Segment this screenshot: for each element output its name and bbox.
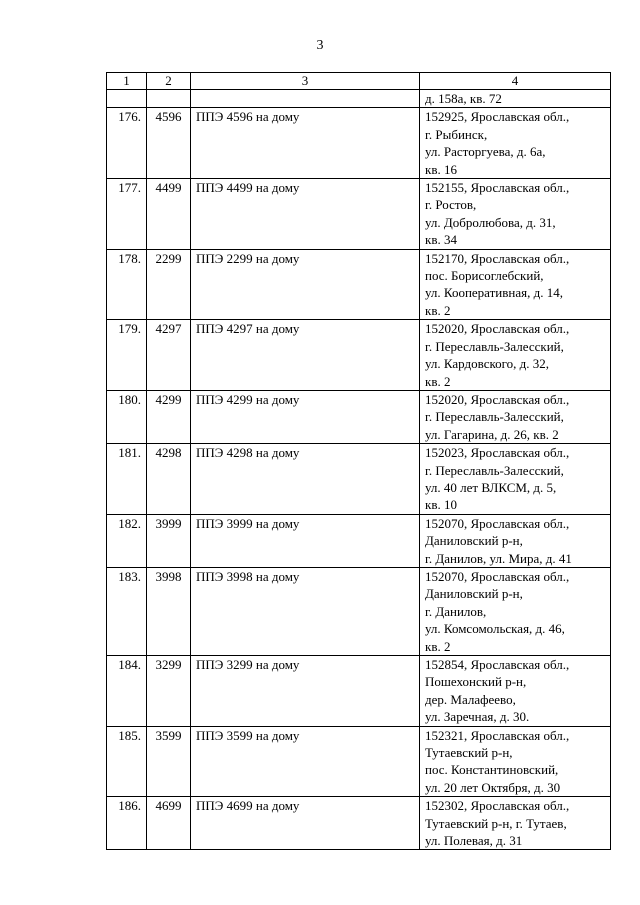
address-line: кв. 16 <box>425 161 457 177</box>
cell-name <box>191 90 420 108</box>
cell-num: 183. <box>107 567 147 655</box>
address-line: ул. Заречная, д. 30. <box>425 709 530 725</box>
address-line: Пошехонский р-н, <box>425 674 527 690</box>
table-row <box>107 108 611 179</box>
address-line: 152302, Ярославская обл., <box>425 798 570 814</box>
address-line: кв. 2 <box>425 373 451 389</box>
cell-code: 4298 <box>147 444 191 515</box>
cell-num: 177. <box>107 179 147 250</box>
cell-code: 4699 <box>147 797 191 850</box>
table-row <box>107 249 611 320</box>
cell-code: 4297 <box>147 320 191 391</box>
address-line: 152070, Ярославская обл., <box>425 568 570 584</box>
cell-num: 185. <box>107 726 147 797</box>
cell-name: ППЭ 4699 на дому <box>191 797 420 850</box>
header-col-4: 4 <box>420 73 611 90</box>
cell-name: ППЭ 4298 на дому <box>191 444 420 515</box>
exam-points-table <box>106 72 611 850</box>
address-line: г. Данилов, ул. Мира, д. 41 <box>425 550 572 566</box>
cell-code: 2299 <box>147 249 191 320</box>
table-row <box>107 797 611 850</box>
address-line: кв. 10 <box>425 497 457 513</box>
cell-code: 3999 <box>147 514 191 567</box>
cell-name: ППЭ 4297 на дому <box>191 320 420 391</box>
page-number: 3 <box>316 38 324 53</box>
continuation-row <box>107 90 611 108</box>
address-line: кв. 2 <box>425 638 451 654</box>
address-line: Тутаевский р-н, <box>425 745 513 761</box>
address-line: г. Переславль-Залесский, <box>425 409 564 425</box>
address-line: ул. Расторгуева, д. 6а, <box>425 144 546 160</box>
cell-code: 3599 <box>147 726 191 797</box>
address-line: ул. 40 лет ВЛКСМ, д. 5, <box>425 479 557 495</box>
address-line: ул. Полевая, д. 31 <box>425 833 523 849</box>
cell-code: 3998 <box>147 567 191 655</box>
cell-name: ППЭ 3998 на дому <box>191 567 420 655</box>
cell-num: 176. <box>107 108 147 179</box>
table-row <box>107 390 611 443</box>
cell-address <box>420 514 611 567</box>
cell-name: ППЭ 3299 на дому <box>191 656 420 727</box>
table-row <box>107 320 611 391</box>
cell-name: ППЭ 2299 на дому <box>191 249 420 320</box>
table-row <box>107 179 611 250</box>
address-line: дер. Малафеево, <box>425 691 516 707</box>
address-line: г. Ростов, <box>425 197 477 213</box>
cell-address <box>420 320 611 391</box>
address-line: пос. Борисоглебский, <box>425 268 544 284</box>
cell-code: 4299 <box>147 390 191 443</box>
address-line: кв. 2 <box>425 302 451 318</box>
address-line: 152020, Ярославская обл., <box>425 391 570 407</box>
cell-address <box>420 179 611 250</box>
cell-address <box>420 726 611 797</box>
address-line: кв. 34 <box>425 232 457 248</box>
cell-num: 186. <box>107 797 147 850</box>
table-row <box>107 726 611 797</box>
address-line: 152170, Ярославская обл., <box>425 250 570 266</box>
address-line: 152321, Ярославская обл., <box>425 727 570 743</box>
table-row <box>107 514 611 567</box>
address-line: ул. Комсомольская, д. 46, <box>425 621 565 637</box>
address-line: г. Переславль-Залесский, <box>425 462 564 478</box>
cell-code <box>147 90 191 108</box>
cell-code: 4596 <box>147 108 191 179</box>
cell-name: ППЭ 4299 на дому <box>191 390 420 443</box>
table-row <box>107 656 611 727</box>
cell-name: ППЭ 3999 на дому <box>191 514 420 567</box>
address-line: ул. 20 лет Октября, д. 30 <box>425 779 561 795</box>
cell-name: ППЭ 4596 на дому <box>191 108 420 179</box>
address-line: г. Переславль-Залесский, <box>425 338 564 354</box>
address-line: 152070, Ярославская обл., <box>425 515 570 531</box>
cell-address <box>420 567 611 655</box>
cell-code: 3299 <box>147 656 191 727</box>
cell-name: ППЭ 4499 на дому <box>191 179 420 250</box>
cell-num: 184. <box>107 656 147 727</box>
cell-address <box>420 108 611 179</box>
cell-address <box>420 444 611 515</box>
address-line: Даниловский р-н, <box>425 586 523 602</box>
address-line: 152854, Ярославская обл., <box>425 657 570 672</box>
address-line: г. Рыбинск, <box>425 126 488 142</box>
address-line: д. 158а, кв. 72 <box>425 91 502 106</box>
cell-num <box>107 90 147 108</box>
address-line: 152925, Ярославская обл., <box>425 109 570 125</box>
header-col-3: 3 <box>191 73 420 90</box>
address-line: г. Данилов, <box>425 603 487 619</box>
cell-num: 179. <box>107 320 147 391</box>
cell-address <box>420 249 611 320</box>
address-line: ул. Кардовского, д. 32, <box>425 356 549 372</box>
cell-code: 4499 <box>147 179 191 250</box>
address-line: ул. Добролюбова, д. 31, <box>425 214 556 230</box>
address-line: 152020, Ярославская обл., <box>425 321 570 337</box>
address-line: ул. Кооперативная, д. 14, <box>425 285 563 301</box>
address-line: пос. Константиновский, <box>425 762 559 778</box>
cell-num: 178. <box>107 249 147 320</box>
cell-address <box>420 390 611 443</box>
address-line: ул. Гагарина, д. 26, кв. 2 <box>425 426 559 442</box>
cell-num: 180. <box>107 390 147 443</box>
cell-num: 181. <box>107 444 147 515</box>
table-row <box>107 567 611 655</box>
header-col-1: 1 <box>107 73 147 90</box>
header-col-2: 2 <box>147 73 191 90</box>
cell-address <box>420 656 611 727</box>
cell-address <box>420 797 611 850</box>
address-line: Тутаевский р-н, г. Тутаев, <box>425 815 567 831</box>
cell-name: ППЭ 3599 на дому <box>191 726 420 797</box>
address-line: 152023, Ярославская обл., <box>425 445 570 461</box>
table-row <box>107 444 611 515</box>
address-line: 152155, Ярославская обл., <box>425 180 570 196</box>
cell-num: 182. <box>107 514 147 567</box>
cell-address <box>420 90 611 108</box>
address-line: Даниловский р-н, <box>425 533 523 549</box>
header-row <box>107 73 611 90</box>
